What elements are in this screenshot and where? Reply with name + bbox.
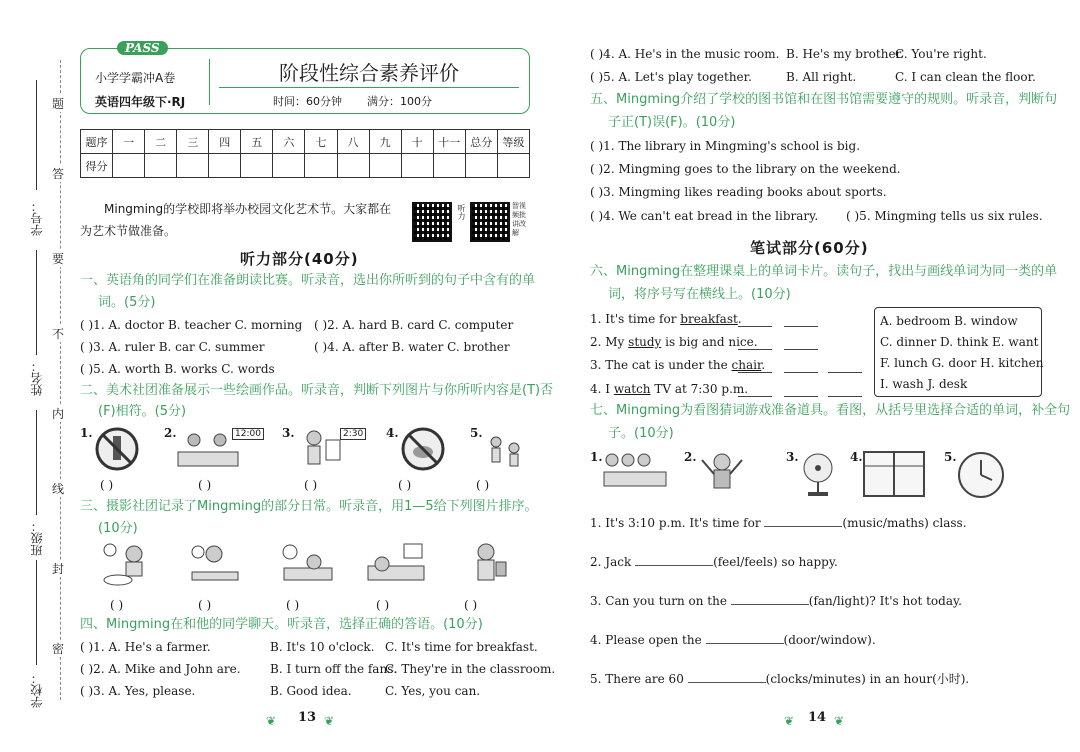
section-7-title-line2: 子。(10分) [608, 426, 674, 441]
word-options-row: C. dinner D. think E. want [880, 335, 1039, 349]
qr-label-video: 智视频批讲改解 [512, 202, 526, 237]
s4-q3-option-b[interactable]: B. Good idea. [270, 684, 352, 698]
page-number-right: 14 [808, 710, 827, 725]
score-cell[interactable] [337, 154, 369, 178]
boy-waking-icon [276, 542, 336, 590]
pic-number: 2. [164, 426, 177, 440]
score-cell[interactable] [145, 154, 177, 178]
page-number-left: 13 [298, 710, 317, 725]
children-drawing-icon [176, 430, 240, 470]
word-options-row: A. bedroom B. window [880, 314, 1018, 328]
answer-line[interactable] [784, 349, 818, 350]
q-text: 1. It's 3:10 p.m. It's time for [590, 516, 761, 530]
kids-playing-icon [482, 428, 528, 472]
s4-q5-option-c[interactable]: C. I can clean the floor. [895, 70, 1036, 84]
no-littering-sign-icon [94, 426, 140, 472]
section-1-title-line1: 一、英语角的同学们在准备朗读比赛。听录音，选出你所听到的句子中含有的单 [80, 273, 536, 288]
answer-line[interactable] [738, 396, 772, 397]
table-cell: 题序 [81, 130, 113, 154]
student-id-line[interactable] [36, 80, 37, 190]
pic-number: 3. [786, 450, 799, 464]
q-text: . [737, 312, 742, 326]
s1-question-4[interactable]: ( )4. A. after B. water C. brother [314, 340, 510, 354]
section-7-title-line1: 七、Mingming为看图猜词游戏准备道具。看图，从括号里选择合适的单词，补全句 [590, 403, 1071, 418]
name-line[interactable] [36, 250, 37, 355]
section-5-title-line2: 子正(T)误(F)。(10分) [608, 115, 736, 130]
answer-line[interactable] [784, 396, 818, 397]
s4-q5-option-a[interactable]: ( )5. A. Let's play together. [590, 70, 752, 84]
header-rule [219, 87, 519, 88]
qr-code-icon[interactable] [470, 202, 510, 242]
seal-char: 题 [52, 97, 65, 111]
s5-question-1[interactable]: ( )1. The library in Mingming's school is big. [590, 139, 861, 153]
score-label: 满分：100分 [367, 95, 432, 108]
seal-char: 封 [52, 562, 65, 576]
pic-number: 3. [282, 426, 295, 440]
s4-q5-option-b[interactable]: B. All right. [786, 70, 857, 84]
answer-line[interactable] [828, 372, 862, 373]
s4-q1-option-c[interactable]: C. It's time for breakfast. [385, 640, 538, 654]
q-text: (door/window). [783, 633, 876, 647]
s7-pictures-row [590, 450, 1040, 502]
listening-section-title: 听力部分(40分) [240, 250, 359, 268]
answer-blank[interactable]: ( ) [198, 598, 212, 612]
boy-sleeping-icon [364, 542, 430, 590]
s6-question-2 [590, 331, 758, 353]
table-cell: 十 [401, 130, 433, 154]
happy-boy-icon [696, 450, 746, 498]
answer-blank[interactable]: ( ) [398, 478, 412, 492]
score-cell[interactable] [241, 154, 273, 178]
s1-question-1[interactable]: ( )1. A. doctor B. teacher C. morning [80, 318, 303, 332]
answer-line[interactable] [738, 372, 772, 373]
word-options-row: F. lunch G. door H. kitchen [880, 356, 1044, 370]
score-table-score-row [81, 154, 530, 178]
score-cell[interactable] [369, 154, 401, 178]
seal-char: 线 [52, 482, 65, 496]
q-text: (fan/light)? It's hot today. [808, 594, 962, 608]
s5-question-5[interactable]: ( )5. Mingming tells us six rules. [846, 209, 1043, 223]
seal-char: 不 [52, 327, 65, 341]
footer-leaf-icon: ❦ [266, 714, 277, 728]
pic-number: 4. [386, 426, 399, 440]
fan-icon [798, 450, 838, 498]
window-icon [862, 450, 926, 498]
table-cell: 七 [305, 130, 337, 154]
section-6-title-line1: 六、Mingming在整理课桌上的单词卡片。读句子，找出与画线单词为同一类的单 [590, 264, 1058, 279]
s4-q4-option-c[interactable]: C. You're right. [895, 47, 987, 61]
answer-line[interactable] [738, 326, 772, 327]
series-name: 小学学霸冲A卷 [95, 71, 176, 85]
section-3-title-line1: 三、摄影社团记录了Mingming的部分日常。听录音，用1—5给下列图片排序。 [80, 499, 538, 514]
class-line[interactable] [36, 410, 37, 515]
intro-line-2: 为艺术节做准备。 [80, 224, 177, 238]
answer-blank[interactable]: ( ) [198, 478, 212, 492]
answer-blank[interactable]: ( ) [286, 598, 300, 612]
s6-question-1 [590, 308, 742, 330]
s6-question-4 [590, 378, 748, 400]
s7-question-2 [590, 551, 838, 573]
answer-blank[interactable]: ( ) [376, 598, 390, 612]
section-5-title-line1: 五、Mingming介绍了学校的图书馆和在图书馆需要遵守的规则。听录音，判断句 [590, 92, 1058, 107]
q-text: 2. Jack [590, 555, 632, 569]
table-cell: 总分 [465, 130, 497, 154]
boy-homework-icon [184, 542, 244, 590]
answer-blank[interactable]: ( ) [476, 478, 490, 492]
s4-q1-option-a[interactable]: ( )1. A. He's a farmer. [80, 640, 211, 654]
school-line[interactable] [36, 560, 37, 665]
table-cell: 六 [273, 130, 305, 154]
fill-blank[interactable] [688, 682, 766, 683]
s7-question-4 [590, 629, 876, 651]
writing-section-title: 笔试部分(60分) [750, 239, 869, 257]
s1-question-5[interactable]: ( )5. A. worth B. works C. words [80, 362, 275, 376]
score-table-header-row [81, 130, 530, 154]
q-text: . [761, 358, 766, 372]
word-card-box [874, 307, 1042, 397]
student-id-label: 学号： [30, 200, 44, 236]
time-label: 时间：60分钟 [273, 95, 342, 108]
music-class-icon [600, 450, 674, 496]
section-1-title-line2: 词。(5分) [98, 295, 156, 310]
fill-blank[interactable] [764, 526, 842, 527]
s4-q2-option-a[interactable]: ( )2. A. Mike and John are. [80, 662, 241, 676]
clock-label: 12:00 [232, 428, 264, 440]
class-label: 班级： [30, 520, 44, 556]
answer-line[interactable] [738, 349, 772, 350]
section-6-title-line2: 词，将序号写在横线上。(10分) [608, 287, 791, 302]
school-label: 学校： [30, 672, 44, 708]
q-text: 3. The cat is under the [590, 358, 732, 372]
fill-blank[interactable] [706, 643, 784, 644]
fill-blank[interactable] [731, 604, 809, 605]
s3-pictures-row [80, 540, 530, 616]
s1-question-2[interactable]: ( )2. A. hard B. card C. computer [314, 318, 514, 332]
table-cell: 十一 [433, 130, 465, 154]
s7-question-3 [590, 590, 962, 612]
pic-number: 2. [684, 450, 697, 464]
table-cell: 三 [177, 130, 209, 154]
q-text: TV at 7:30 p.m. [650, 382, 749, 396]
intro-line-1: Mingming的学校即将举办校园文化艺术节。大家都在 [104, 202, 392, 216]
answer-blank[interactable]: ( ) [304, 478, 318, 492]
s4-q3-option-c[interactable]: C. Yes, you can. [385, 684, 481, 698]
clock-icon [956, 450, 1006, 500]
fill-blank[interactable] [635, 565, 713, 566]
q-text: (music/maths) class. [842, 516, 967, 530]
s7-question-1 [590, 512, 967, 534]
q-text: (feel/feels) so happy. [713, 555, 838, 569]
score-cell[interactable] [113, 154, 145, 178]
score-cell[interactable] [497, 154, 529, 178]
seal-char: 密 [52, 642, 65, 656]
table-cell: 八 [337, 130, 369, 154]
score-cell[interactable] [433, 154, 465, 178]
section-2-title-line1: 二、美术社团准备展示一些绘画作品。听录音，判断下列图片与你所听内容是(T)否 [80, 383, 554, 398]
score-cell[interactable] [273, 154, 305, 178]
s2-pictures-row [80, 424, 530, 496]
answer-line[interactable] [784, 372, 818, 373]
s4-q3-option-a[interactable]: ( )3. A. Yes, please. [80, 684, 196, 698]
table-cell: 一 [113, 130, 145, 154]
header-divider [209, 59, 210, 105]
header-box [80, 41, 530, 114]
score-cell[interactable] [305, 154, 337, 178]
q-text: 5. There are 60 [590, 672, 684, 686]
girl-painting-icon [294, 428, 344, 472]
pic-number: 5. [470, 426, 483, 440]
q-text: 3. Can you turn on the [590, 594, 727, 608]
score-cell[interactable] [401, 154, 433, 178]
score-cell[interactable] [177, 154, 209, 178]
table-cell: 等级 [497, 130, 529, 154]
q-text: 4. I [590, 382, 614, 396]
table-cell: 二 [145, 130, 177, 154]
pass-logo: PASS [117, 41, 168, 55]
s4-q4-option-a[interactable]: ( )4. A. He's in the music room. [590, 47, 780, 61]
s1-question-3[interactable]: ( )3. A. ruler B. car C. summer [80, 340, 265, 354]
pic-number: 5. [944, 450, 957, 464]
answer-line[interactable] [784, 326, 818, 327]
q-text: 4. Please open the [590, 633, 702, 647]
s5-question-3[interactable]: ( )3. Mingming likes reading books about sports. [590, 185, 887, 199]
table-cell: 四 [209, 130, 241, 154]
name-label: 姓名： [30, 360, 44, 396]
section-3-title-line2: (10分) [98, 521, 138, 536]
answer-blank[interactable]: ( ) [110, 598, 124, 612]
qr-label-listen: 听力 [457, 204, 466, 220]
seal-char: 要 [52, 252, 65, 266]
word-options-row: I. wash J. desk [880, 377, 968, 391]
footer-leaf-icon: ❦ [834, 714, 845, 728]
section-4-title: 四、Mingming在和他的同学聊天。听录音，选择正确的答语。(10分) [80, 617, 483, 632]
seal-char: 答 [52, 167, 65, 181]
no-eating-sign-icon [400, 426, 446, 472]
clock-label: 2:30 [340, 428, 366, 440]
table-cell: 得分 [81, 154, 113, 178]
section-2-title-line2: (F)相符。(5分) [98, 404, 187, 419]
q-text: 2. My [590, 335, 629, 349]
s4-q2-option-c[interactable]: C. They're in the classroom. [385, 662, 556, 676]
score-cell[interactable] [465, 154, 497, 178]
boy-going-to-school-icon [460, 542, 520, 590]
answer-line[interactable] [828, 396, 862, 397]
seal-char: 内 [52, 407, 65, 421]
answer-blank[interactable]: ( ) [464, 598, 478, 612]
s4-q2-option-b[interactable]: B. I turn off the fans. [270, 662, 398, 676]
qr-code-icon[interactable] [412, 202, 452, 242]
underlined-word: breakfast [680, 312, 738, 326]
s5-question-4[interactable]: ( )4. We can't eat bread in the library. [590, 209, 819, 223]
s4-q4-option-b[interactable]: B. He's my brother. [786, 47, 904, 61]
grade-label: 英语四年级下·RJ [95, 95, 186, 109]
q-text: (clocks/minutes) in an hour(小时). [765, 672, 970, 686]
q-text: 1. It's time for [590, 312, 681, 326]
score-cell[interactable] [209, 154, 241, 178]
q-text: is big and nice. [661, 335, 758, 349]
footer-leaf-icon: ❦ [324, 714, 335, 728]
s7-question-5 [590, 668, 969, 690]
binding-dashed-line [60, 60, 61, 700]
s4-q1-option-b[interactable]: B. It's 10 o'clock. [270, 640, 375, 654]
answer-blank[interactable]: ( ) [100, 478, 114, 492]
underlined-word: study [628, 335, 662, 349]
s5-question-2[interactable]: ( )2. Mingming goes to the library on the weekend. [590, 162, 901, 176]
table-cell: 九 [369, 130, 401, 154]
table-cell: 五 [241, 130, 273, 154]
underlined-word: chair [731, 358, 762, 372]
pic-number: 4. [850, 450, 863, 464]
footer-leaf-icon: ❦ [784, 714, 795, 728]
binding-margin [0, 40, 72, 720]
boy-eating-icon [98, 542, 158, 590]
pic-number: 1. [590, 450, 603, 464]
underlined-word: watch [613, 382, 651, 396]
page-title: 阶段性综合素养评价 [279, 61, 459, 85]
pic-number: 1. [80, 426, 93, 440]
score-table [80, 129, 530, 178]
